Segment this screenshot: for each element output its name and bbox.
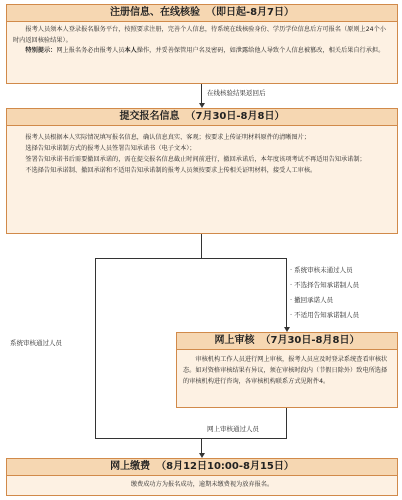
step4-date: （8月12日10:00-8月15日） [156, 461, 294, 472]
connector-left-branch [95, 258, 96, 438]
step1-date: （即日起-8月7日） [205, 7, 295, 18]
step2-box [6, 108, 398, 234]
connector-split-horizontal [95, 258, 286, 259]
right-list [290, 263, 359, 323]
connector-merge-down [201, 438, 202, 454]
step3-header [177, 333, 397, 350]
step2-paragraph-2: 选择告知承诺制方式的报考人员签署告知承诺书（电子文本）； [25, 145, 196, 152]
step3-body [177, 350, 397, 390]
step4-header [7, 459, 397, 476]
step2-paragraph-3: 签署告知承诺书后需要撤回承诺的，需在提交报名信息截止时间前进行，撤回承诺后，本年度该项考试不再适用告知承诺制； [25, 156, 366, 163]
step1-box [6, 4, 398, 84]
step1-title: 注册信息、在线核验 [109, 7, 200, 18]
label-system-pass: 系统审核通过人员 [10, 339, 62, 347]
step2-paragraph-4: 不选择告知承诺制、撤回承诺和不适用告知承诺制的报考人员须按要求上传相关证明材料，接受人工审核。 [25, 167, 317, 174]
right-list-item-0: · 系统审核未通过人员 [290, 266, 353, 274]
connector-3-merge [286, 408, 287, 438]
tip-bold: 本人 [124, 47, 137, 54]
step2-header [7, 109, 397, 126]
step1-tip [13, 46, 391, 57]
right-list-item-3: · 不适用告知承诺制人员 [290, 311, 360, 319]
step2-body [7, 126, 397, 179]
connector-2-split [201, 234, 202, 258]
right-list-item-1: · 不选择告知承诺制人员 [290, 281, 360, 289]
step1-body [7, 22, 397, 60]
label-verify-result: 在线核验结果返回后 [207, 89, 266, 97]
tip-text-b: 操作，并妥善保管用户名及密码，如泄露给他人导致个人信息被篡改，相关后果自行承担。 [136, 47, 385, 54]
step4-body [7, 476, 397, 494]
step2-paragraph-1: 报考人员根据本人实际情况填写报名信息，确认信息真实、客观；按要求上传证明材料原件的清晰图片； [25, 134, 311, 141]
label-online-pass: 网上审核通过人员 [207, 425, 259, 433]
step3-date: （7月30日-8月8日） [260, 335, 360, 346]
step3-title: 网上审核 [214, 335, 255, 346]
step4-box [6, 458, 398, 496]
step1-header [7, 5, 397, 22]
tip-label: 特别提示： [25, 47, 57, 54]
step2-title: 提交报名信息 [119, 111, 180, 122]
connector-merge-horizontal [95, 438, 287, 439]
connector-1-2 [201, 84, 202, 104]
step4-paragraph: 缴费成功方为报名成功，逾期未缴费视为放弃报名。 [130, 481, 274, 488]
connector-right-branch [286, 258, 287, 328]
right-list-item-2: · 撤回承诺人员 [290, 296, 334, 304]
step2-date: （7月30日-8月8日） [185, 111, 285, 122]
step1-paragraph: 报考人员须本人登录报名服务平台，按照要求注册，完善个人信息，待系统在线核验身份、学历学位信息后方可报名（原则上24个小时内返回核验结果）。 [13, 26, 386, 44]
tip-text-a: 网上报名务必由报考人员 [56, 47, 125, 54]
step3-box [176, 332, 398, 408]
step3-paragraph: 审核机构工作人员进行网上审核，报考人员应及时登录系统查看审核状态。如对资格审核结果有异议，须在审核时段内（节假日除外）致电所选择的审核机构进行咨询，各审核机构联系方式见附件4。 [183, 356, 388, 385]
step4-title: 网上缴费 [110, 461, 151, 472]
